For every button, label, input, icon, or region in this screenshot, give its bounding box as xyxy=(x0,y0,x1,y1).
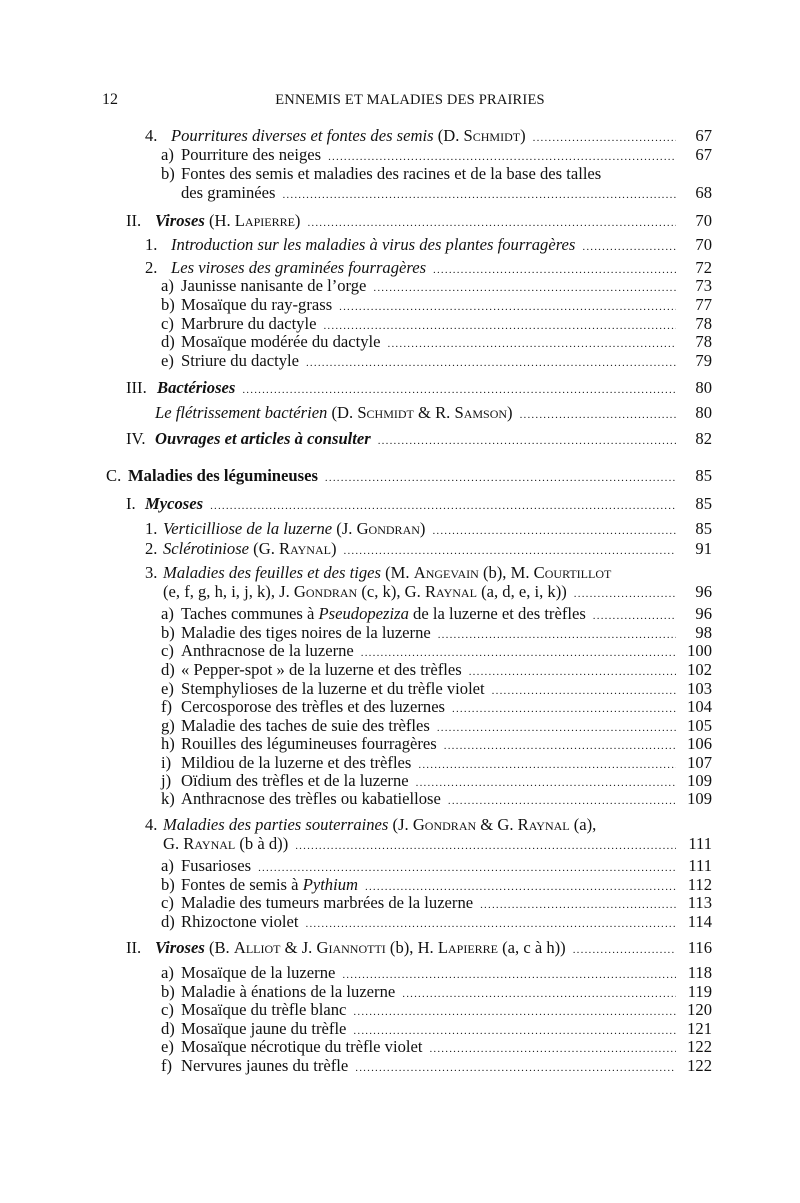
entry-title xyxy=(181,856,251,876)
entry-number: 2. xyxy=(145,539,158,558)
entry-number: d) xyxy=(161,1019,175,1038)
entry-title-part: (D. xyxy=(327,403,358,422)
toc-entry xyxy=(161,1019,712,1039)
entry-number: III. xyxy=(126,378,147,397)
toc-entry xyxy=(163,834,712,854)
entry-title-part: Mosaïque du trèfle blanc xyxy=(181,1000,347,1019)
entry-title-part: Sclérotiniose xyxy=(163,539,250,558)
toc-entry xyxy=(161,856,712,876)
entry-page-number: 114 xyxy=(687,912,712,931)
toc-entry xyxy=(161,332,712,352)
toc-entry xyxy=(181,183,712,203)
entry-title xyxy=(181,912,299,932)
toc-entry xyxy=(145,126,712,146)
entry-title xyxy=(181,660,462,680)
entry-page-number: 98 xyxy=(695,623,712,642)
entry-page-number: 85 xyxy=(695,519,712,538)
toc-entry xyxy=(161,893,712,913)
toc-entry xyxy=(161,771,712,791)
entry-title-part: & R. xyxy=(413,403,455,422)
entry-number: I. xyxy=(126,494,136,513)
entry-page-number: 77 xyxy=(695,295,712,314)
entry-page-number: 103 xyxy=(687,679,712,698)
entry-title-part: Pourritures diverses et fontes des semis xyxy=(171,126,434,145)
entry-title xyxy=(181,314,316,334)
entry-page-number: 80 xyxy=(695,403,712,422)
entry-number: d) xyxy=(161,332,175,351)
entry-page-number: 96 xyxy=(695,604,712,623)
entry-page-number: 91 xyxy=(695,539,712,558)
entry-title xyxy=(181,641,354,661)
entry-title xyxy=(181,1019,346,1039)
entry-title xyxy=(181,1037,422,1057)
entry-number: 3. xyxy=(145,563,158,582)
entry-title-part: Verticilliose de la luzerne xyxy=(163,519,333,538)
entry-page-number: 70 xyxy=(695,235,712,254)
dot-leader xyxy=(295,836,676,856)
toc-entry xyxy=(161,660,712,680)
toc-entry xyxy=(161,295,712,315)
entry-number: c) xyxy=(161,641,174,660)
toc-entry xyxy=(161,963,712,983)
toc-entry xyxy=(161,734,712,754)
entry-number: IV. xyxy=(126,429,146,448)
entry-title xyxy=(181,716,430,736)
entry-page-number: 80 xyxy=(695,378,712,397)
entry-title-part: Mosaïque modérée du dactyle xyxy=(181,332,381,351)
entry-title-part: Raynal xyxy=(279,539,331,558)
entry-title-part: & J. xyxy=(280,938,317,957)
toc-entry xyxy=(161,164,712,184)
dot-leader xyxy=(325,468,676,488)
entry-title-part: Fontes des semis et maladies des racines et de la base des talles xyxy=(181,164,602,183)
dot-leader xyxy=(306,353,676,373)
toc-entry xyxy=(161,351,712,371)
entry-title-part: D. Schmidt xyxy=(443,126,521,145)
entry-number: a) xyxy=(161,276,174,295)
entry-page-number: 112 xyxy=(687,875,712,894)
entry-title-part: (H. xyxy=(204,211,235,230)
entry-title xyxy=(157,378,235,398)
entry-title-part: ( xyxy=(433,126,444,145)
entry-title-part: Viroses xyxy=(155,211,205,230)
entry-title xyxy=(181,734,437,754)
entry-number: j) xyxy=(161,771,172,790)
toc-entry xyxy=(161,623,712,643)
dot-leader xyxy=(355,1058,676,1078)
entry-number: c) xyxy=(161,893,174,912)
entry-title-part: Cercosporose des trèfles et des luzernes xyxy=(181,697,446,716)
toc-entry xyxy=(161,912,712,932)
entry-title-part: ) xyxy=(507,403,513,422)
entry-title xyxy=(128,466,318,486)
toc-entry xyxy=(161,716,712,736)
entry-title-part: Marbrure du dactyle xyxy=(181,314,317,333)
entry-title-part: (a, d, e, i, k)) xyxy=(476,582,567,601)
dot-leader xyxy=(282,185,676,205)
entry-title-part: Taches communes à xyxy=(181,604,319,623)
entry-title xyxy=(155,211,300,231)
entry-title-part: Viroses xyxy=(155,938,205,957)
entry-title-part: Mosaïque nécrotique du trèfle violet xyxy=(181,1037,423,1056)
dot-leader xyxy=(306,914,676,934)
entry-title-part: de la luzerne et des trèfles xyxy=(408,604,586,623)
entry-title xyxy=(181,332,381,352)
entry-title-part: Maladie des tiges noires de la luzerne xyxy=(181,623,431,642)
entry-title xyxy=(163,582,567,602)
entry-number: 4. xyxy=(145,126,158,145)
entry-page-number: 85 xyxy=(695,494,712,513)
entry-title-part: Bactérioses xyxy=(157,378,236,397)
entry-title xyxy=(181,623,431,643)
entry-title-part: (J. xyxy=(388,815,413,834)
entry-title-part: Maladies des légumineuses xyxy=(128,466,318,485)
entry-number: II. xyxy=(126,938,142,957)
dot-leader xyxy=(432,521,676,541)
toc-entry xyxy=(145,563,712,583)
entry-page-number: 113 xyxy=(687,893,712,912)
entry-title-part: Anthracnose de la luzerne xyxy=(181,641,354,660)
toc-entry xyxy=(145,258,712,278)
entry-title-part: Angevain xyxy=(413,563,479,582)
entry-number: k) xyxy=(161,789,175,808)
entry-page-number: 68 xyxy=(695,183,712,202)
entry-title xyxy=(171,258,426,278)
entry-page-number: 111 xyxy=(688,856,712,875)
entry-title xyxy=(145,494,203,514)
entry-number: 4. xyxy=(145,815,158,834)
entry-title-part: Mycoses xyxy=(145,494,204,513)
toc-entry xyxy=(161,982,712,1002)
entry-title-part: Pseudopeziza xyxy=(318,604,409,623)
dot-leader xyxy=(307,213,676,233)
entry-page-number: 73 xyxy=(695,276,712,295)
entry-title xyxy=(181,679,485,699)
entry-title-part: Samson xyxy=(454,403,508,422)
entry-number: b) xyxy=(161,875,175,894)
entry-title xyxy=(155,429,371,449)
entry-title-part: Le flétrissement bactérien xyxy=(155,403,328,422)
entry-page-number: 82 xyxy=(695,429,712,448)
toc-entry xyxy=(161,697,712,717)
entry-title-part: Lapierre xyxy=(437,938,498,957)
entry-number: 1. xyxy=(145,235,158,254)
entry-title xyxy=(163,563,611,583)
entry-page-number: 100 xyxy=(687,641,712,660)
entry-title xyxy=(181,982,395,1002)
toc-entry xyxy=(126,938,712,958)
entry-title xyxy=(181,604,586,624)
entry-title-part: des graminées xyxy=(181,183,276,202)
entry-number: e) xyxy=(161,351,174,370)
toc-entry xyxy=(145,235,712,255)
entry-title xyxy=(181,697,445,717)
dot-leader xyxy=(378,431,676,451)
dot-leader xyxy=(574,584,676,604)
entry-title-part: Alliot xyxy=(233,938,281,957)
entry-number: d) xyxy=(161,912,175,931)
entry-page-number: 102 xyxy=(687,660,712,679)
entry-title-part: Mosaïque de la luzerne xyxy=(181,963,336,982)
entry-page-number: 107 xyxy=(687,753,712,772)
entry-page-number: 122 xyxy=(687,1037,712,1056)
entry-title-part: (b), H. xyxy=(385,938,438,957)
page-number: 12 xyxy=(102,91,118,108)
entry-page-number: 105 xyxy=(687,716,712,735)
entry-title-part: ) xyxy=(330,539,337,558)
entry-title xyxy=(181,753,411,773)
entry-page-number: 67 xyxy=(695,145,712,164)
entry-title-part: Introduction sur les maladies à virus des plantes fourragères xyxy=(171,235,576,254)
entry-number: a) xyxy=(161,963,174,982)
entry-number: f) xyxy=(161,697,173,716)
entry-title xyxy=(155,938,566,958)
toc-entry xyxy=(161,145,712,165)
entry-title-part: (b), M. xyxy=(478,563,534,582)
entry-page-number: 85 xyxy=(695,466,712,485)
toc-entry xyxy=(126,429,712,449)
entry-title-part: Mosaïque jaune du trèfle xyxy=(181,1019,347,1038)
toc-entry xyxy=(161,875,712,895)
entry-title xyxy=(181,875,358,895)
entry-title xyxy=(181,771,409,791)
entry-number: d) xyxy=(161,660,175,679)
entry-number: b) xyxy=(161,623,175,642)
entry-title-part: Schmidt xyxy=(357,403,414,422)
entry-title-part: Mosaïque du ray-grass xyxy=(181,295,333,314)
entry-title-part: Les viroses des graminées fourragères xyxy=(171,258,427,277)
entry-title-part: Jaunisse nanisante de l’orge xyxy=(181,276,367,295)
entry-number: a) xyxy=(161,145,174,164)
entry-title-part: Rhizoctone violet xyxy=(181,912,299,931)
entry-title-part: (b à d)) xyxy=(235,834,289,853)
entry-number: 2. xyxy=(145,258,158,277)
entry-title-part: Gondran xyxy=(293,582,358,601)
entry-number: e) xyxy=(161,1037,174,1056)
entry-number: b) xyxy=(161,164,175,183)
entry-title-part: Stemphylioses de la luzerne et du trèfle violet xyxy=(181,679,485,698)
entry-title xyxy=(163,539,337,559)
entry-title-part: (B. xyxy=(204,938,234,957)
entry-title-part: Oïdium des trèfles et de la luzerne xyxy=(181,771,409,790)
entry-number: h) xyxy=(161,734,175,753)
entry-title-part: Fontes de semis à xyxy=(181,875,303,894)
toc-entry xyxy=(161,314,712,334)
entry-number: g) xyxy=(161,716,175,735)
entry-page-number: 111 xyxy=(688,834,712,853)
entry-title-part: Pourriture des neiges xyxy=(181,145,322,164)
running-title: ENNEMIS ET MALADIES DES PRAIRIES xyxy=(275,92,545,108)
entry-title xyxy=(171,235,575,255)
entry-title xyxy=(155,403,513,423)
entry-title xyxy=(163,815,596,835)
entry-page-number: 67 xyxy=(695,126,712,145)
entry-title xyxy=(181,893,473,913)
toc-entry xyxy=(161,1037,712,1057)
entry-title xyxy=(181,789,441,809)
toc-entry xyxy=(106,466,712,486)
toc-entry xyxy=(161,276,712,296)
entry-page-number: 72 xyxy=(695,258,712,277)
entry-page-number: 79 xyxy=(695,351,712,370)
entry-title-part: (G. xyxy=(249,539,279,558)
entry-title-part: Courtillot xyxy=(533,563,612,582)
entry-page-number: 78 xyxy=(695,332,712,351)
entry-title-part: & G. xyxy=(476,815,518,834)
entry-title-part: Giannotti xyxy=(316,938,386,957)
toc-entry xyxy=(145,815,712,835)
entry-title xyxy=(181,963,335,983)
dot-leader xyxy=(573,940,676,960)
toc-entry xyxy=(126,378,712,398)
toc-entry xyxy=(145,539,712,559)
entry-title-part: Maladies des parties souterraines xyxy=(163,815,389,834)
toc-entry xyxy=(161,1056,712,1076)
entry-title-part: Raynal xyxy=(183,834,236,853)
entry-title-part: Rouilles des légumineuses fourragères xyxy=(181,734,437,753)
entry-title-part: « Pepper-spot » de la luzerne et des trèfles xyxy=(181,660,462,679)
entry-title-part: Mildiou de la luzerne et des trèfles xyxy=(181,753,412,772)
entry-title-part: Anthracnose des trèfles ou kabatiellose xyxy=(181,789,441,808)
toc-entry xyxy=(161,789,712,809)
entry-page-number: 78 xyxy=(695,314,712,333)
toc-entry xyxy=(161,641,712,661)
entry-page-number: 104 xyxy=(687,697,712,716)
entry-page-number: 118 xyxy=(687,963,712,982)
toc-entry xyxy=(161,604,712,624)
entry-title-part: ) xyxy=(419,519,426,538)
entry-number: II. xyxy=(126,211,142,230)
entry-title-part: ) xyxy=(520,126,526,145)
entry-title-part: Maladie des taches de suie des trèfles xyxy=(181,716,430,735)
entry-title-part: Maladie à énations de la luzerne xyxy=(181,982,396,1001)
toc-entry xyxy=(161,753,712,773)
entry-page-number: 109 xyxy=(687,789,712,808)
toc-entry xyxy=(126,211,712,231)
toc-entry xyxy=(145,519,712,539)
entry-title xyxy=(181,164,601,184)
entry-title xyxy=(181,351,299,371)
dot-leader xyxy=(344,541,677,561)
dot-leader xyxy=(210,496,676,516)
entry-title-part: G. xyxy=(163,834,184,853)
entry-title xyxy=(181,1056,348,1076)
entry-title-part: (c, k), G. xyxy=(357,582,425,601)
toc-entry xyxy=(163,582,712,602)
entry-number: f) xyxy=(161,1056,173,1075)
toc-entry xyxy=(155,403,712,423)
entry-number: e) xyxy=(161,679,174,698)
entry-title-part: Pythium xyxy=(302,875,358,894)
dot-leader xyxy=(242,380,676,400)
entry-number: c) xyxy=(161,314,174,333)
entry-title xyxy=(181,183,275,203)
entry-title-part: (a, c à h)) xyxy=(498,938,566,957)
entry-page-number: 119 xyxy=(687,982,712,1001)
entry-title-part: Gondran xyxy=(356,519,420,538)
entry-title-part: Maladie des tumeurs marbrées de la luzerne xyxy=(181,893,474,912)
entry-title xyxy=(181,1000,346,1020)
entry-title xyxy=(181,295,332,315)
entry-title-part: Ouvrages et articles à consulter xyxy=(155,429,371,448)
entry-title xyxy=(181,145,321,165)
entry-title-part: ) xyxy=(294,211,301,230)
entry-title-part: Nervures jaunes du trèfle xyxy=(181,1056,349,1075)
entry-page-number: 70 xyxy=(695,211,712,230)
entry-title xyxy=(163,834,288,854)
entry-title-part: Maladies des feuilles et des tiges xyxy=(163,563,381,582)
entry-title-part: Gondran xyxy=(412,815,477,834)
entry-page-number: 116 xyxy=(687,938,712,957)
entry-title-part: Lapierre xyxy=(234,211,295,230)
entry-number: 1. xyxy=(145,519,158,538)
entry-number: b) xyxy=(161,295,175,314)
entry-title-part: (J. xyxy=(332,519,357,538)
entry-title-part: Striure du dactyle xyxy=(181,351,299,370)
toc-entry xyxy=(126,494,712,514)
dot-leader xyxy=(582,237,676,257)
dot-leader xyxy=(448,791,676,811)
entry-title-part: Fusarioses xyxy=(181,856,252,875)
entry-title-part: Raynal xyxy=(424,582,477,601)
entry-number: b) xyxy=(161,982,175,1001)
toc-entry xyxy=(161,1000,712,1020)
toc-entry xyxy=(161,679,712,699)
entry-title xyxy=(163,519,425,539)
entry-page-number: 109 xyxy=(687,771,712,790)
entry-title-part: (e, f, g, h, i, j, k), J. xyxy=(163,582,294,601)
dot-leader xyxy=(520,405,676,425)
entry-page-number: 122 xyxy=(687,1056,712,1075)
entry-number: a) xyxy=(161,856,174,875)
entry-number: i) xyxy=(161,753,172,772)
entry-number: c) xyxy=(161,1000,174,1019)
entry-page-number: 121 xyxy=(687,1019,712,1038)
entry-page-number: 106 xyxy=(687,734,712,753)
entry-title-part: (M. xyxy=(380,563,414,582)
entry-page-number: 96 xyxy=(695,582,712,601)
entry-title xyxy=(171,126,526,146)
entry-title-part: (a), xyxy=(569,815,597,834)
entry-title xyxy=(181,276,366,296)
entry-number: a) xyxy=(161,604,174,623)
entry-page-number: 120 xyxy=(687,1000,712,1019)
entry-title-part: Raynal xyxy=(517,815,570,834)
entry-number: C. xyxy=(106,466,122,485)
